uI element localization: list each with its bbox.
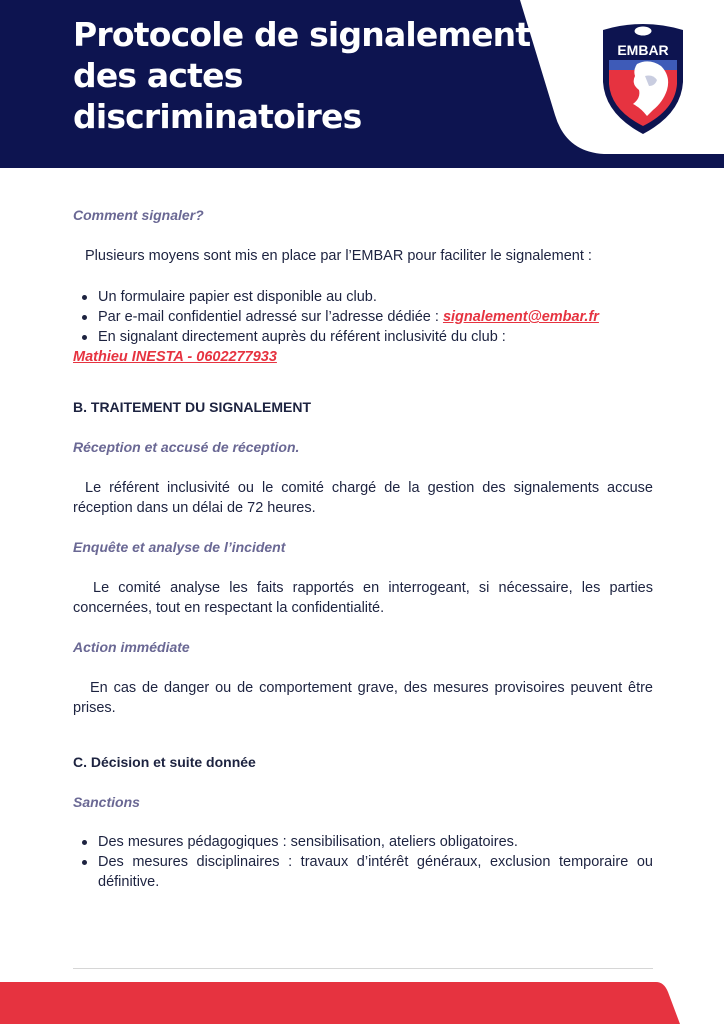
list-item — [73, 832, 653, 852]
referent-contact[interactable]: Mathieu INESTA - 0602277933 — [73, 349, 277, 365]
report-email-link[interactable]: signalement@embar.fr — [442, 309, 599, 325]
investigation-heading: Enquête et analyse de l’incident — [73, 539, 286, 555]
action-heading: Action immédiate — [73, 639, 190, 655]
reception-text: Le référent inclusivité ou le comité chargé de la gestion des signalements accuse réception dans un délai de 72 heures. — [73, 480, 653, 516]
logo-text: EMBAR — [617, 42, 669, 58]
section-b-heading: B. TRAITEMENT DU SIGNALEMENT — [73, 399, 311, 415]
sanction-disciplinary: Des mesures disciplinaires : travaux d’intérêt généraux, exclusion temporaire ou définitive. — [98, 854, 653, 890]
footer-divider — [73, 968, 653, 969]
list-item — [73, 327, 653, 347]
report-method-paper: Un formulaire papier est disponible au club. — [98, 289, 377, 305]
report-method-email-prefix: Par e-mail confidentiel adressé sur l’adresse dédiée : — [98, 309, 443, 325]
bullet-icon — [82, 840, 87, 845]
bullet-icon — [82, 335, 87, 340]
list-item — [73, 307, 653, 327]
list-item — [73, 852, 653, 892]
sanctions-list — [73, 832, 653, 892]
bullet-icon — [82, 315, 87, 320]
page-header — [0, 0, 724, 168]
report-method-referent: En signalant directement auprès du référent inclusivité du club : — [98, 329, 506, 345]
section-c-heading: C. Décision et suite donnée — [73, 754, 256, 770]
investigation-text: Le comité analyse les faits rapportés en interrogeant, si nécessaire, les parties concernées, tout en respectant la confidentialité. — [73, 580, 653, 616]
bullet-icon — [82, 860, 87, 865]
referent-contact-line — [73, 347, 653, 367]
how-to-report-intro: Plusieurs moyens sont mis en place par l’EMBAR pour faciliter le signalement : — [85, 248, 592, 264]
list-item — [73, 287, 653, 307]
sanction-pedagogical: Des mesures pédagogiques : sensibilisation, ateliers obligatoires. — [98, 834, 518, 850]
footer-band — [0, 982, 724, 1024]
page-title: Protocole de signalement des actes discriminatoires — [73, 15, 531, 136]
how-to-report-heading: Comment signaler? — [73, 207, 204, 223]
action-text: En cas de danger ou de comportement grave, des mesures provisoires peuvent être prises. — [73, 680, 653, 716]
reception-heading: Réception et accusé de réception. — [73, 439, 300, 455]
embar-logo — [597, 20, 689, 136]
report-methods-list — [73, 287, 653, 347]
sanctions-heading: Sanctions — [73, 794, 140, 810]
bullet-icon — [82, 295, 87, 300]
